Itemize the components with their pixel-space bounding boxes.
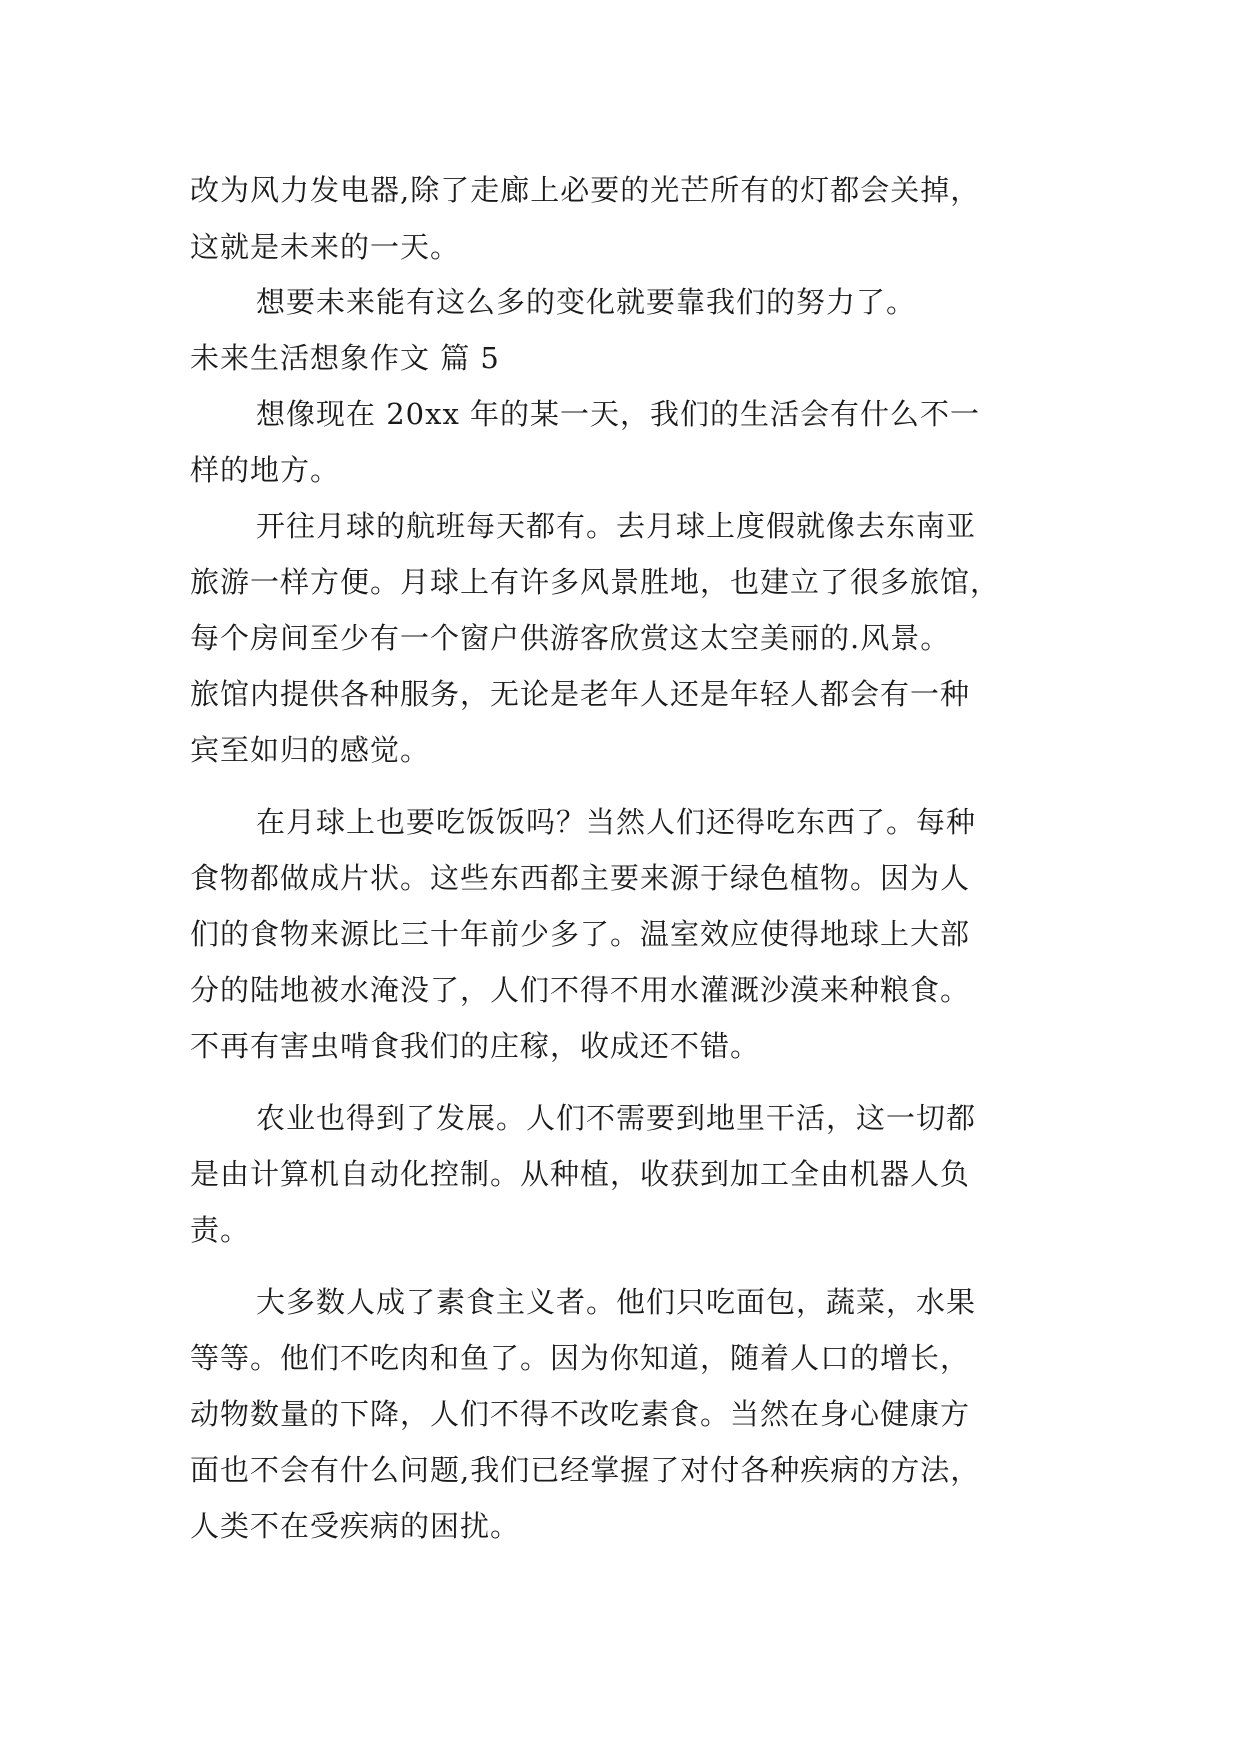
text-line: 食物都做成片状。这些东西都主要来源于绿色植物。因为人	[190, 861, 971, 895]
text-line: 旅游一样方便。月球上有许多风景胜地，也建立了很多旅馆，	[190, 565, 1001, 599]
text-line: 责。	[190, 1213, 251, 1247]
text-line: 等等。他们不吃肉和鱼了。因为你知道，随着人口的增长，	[190, 1341, 971, 1375]
text-line: 面也不会有什么问题,我们已经掌握了对付各种疾病的方法，	[190, 1453, 981, 1487]
text-line: 是由计算机自动化控制。从种植，收获到加工全由机器人负	[190, 1157, 971, 1191]
paragraph-start: 在月球上也要吃饭饭吗？当然人们还得吃东西了。每种	[256, 805, 977, 839]
paragraph-start: 想像现在 20xx 年的某一天，我们的生活会有什么不一	[256, 397, 981, 431]
text-line: 改为风力发电器,除了走廊上必要的光芒所有的灯都会关掉，	[190, 173, 981, 207]
text-line: 宾至如归的感觉。	[190, 733, 431, 767]
section-heading: 未来生活想象作文 篇 5	[190, 341, 500, 375]
paragraph-start: 大多数人成了素食主义者。他们只吃面包，蔬菜，水果	[256, 1285, 977, 1319]
text-line: 们的食物来源比三十年前少多了。温室效应使得地球上大部	[190, 917, 971, 951]
text-line: 旅馆内提供各种服务，无论是老年人还是年轻人都会有一种	[190, 677, 971, 711]
text-line: 每个房间至少有一个窗户供游客欣赏这太空美丽的.风景。	[190, 621, 951, 655]
paragraph-start: 想要未来能有这么多的变化就要靠我们的努力了。	[256, 285, 917, 319]
text-line: 样的地方。	[190, 453, 341, 487]
text-line: 分的陆地被水淹没了，人们不得不用水灌溉沙漠来种粮食。	[190, 973, 971, 1007]
text-line: 人类不在受疾病的困扰。	[190, 1509, 521, 1543]
text-line: 不再有害虫啃食我们的庄稼，收成还不错。	[190, 1029, 761, 1063]
text-line: 这就是未来的一天。	[190, 230, 461, 264]
text-line: 动物数量的下降，人们不得不改吃素食。当然在身心健康方	[190, 1397, 971, 1431]
paragraph-start: 开往月球的航班每天都有。去月球上度假就像去东南亚	[256, 509, 977, 543]
paragraph-start: 农业也得到了发展。人们不需要到地里干活，这一切都	[256, 1101, 977, 1135]
